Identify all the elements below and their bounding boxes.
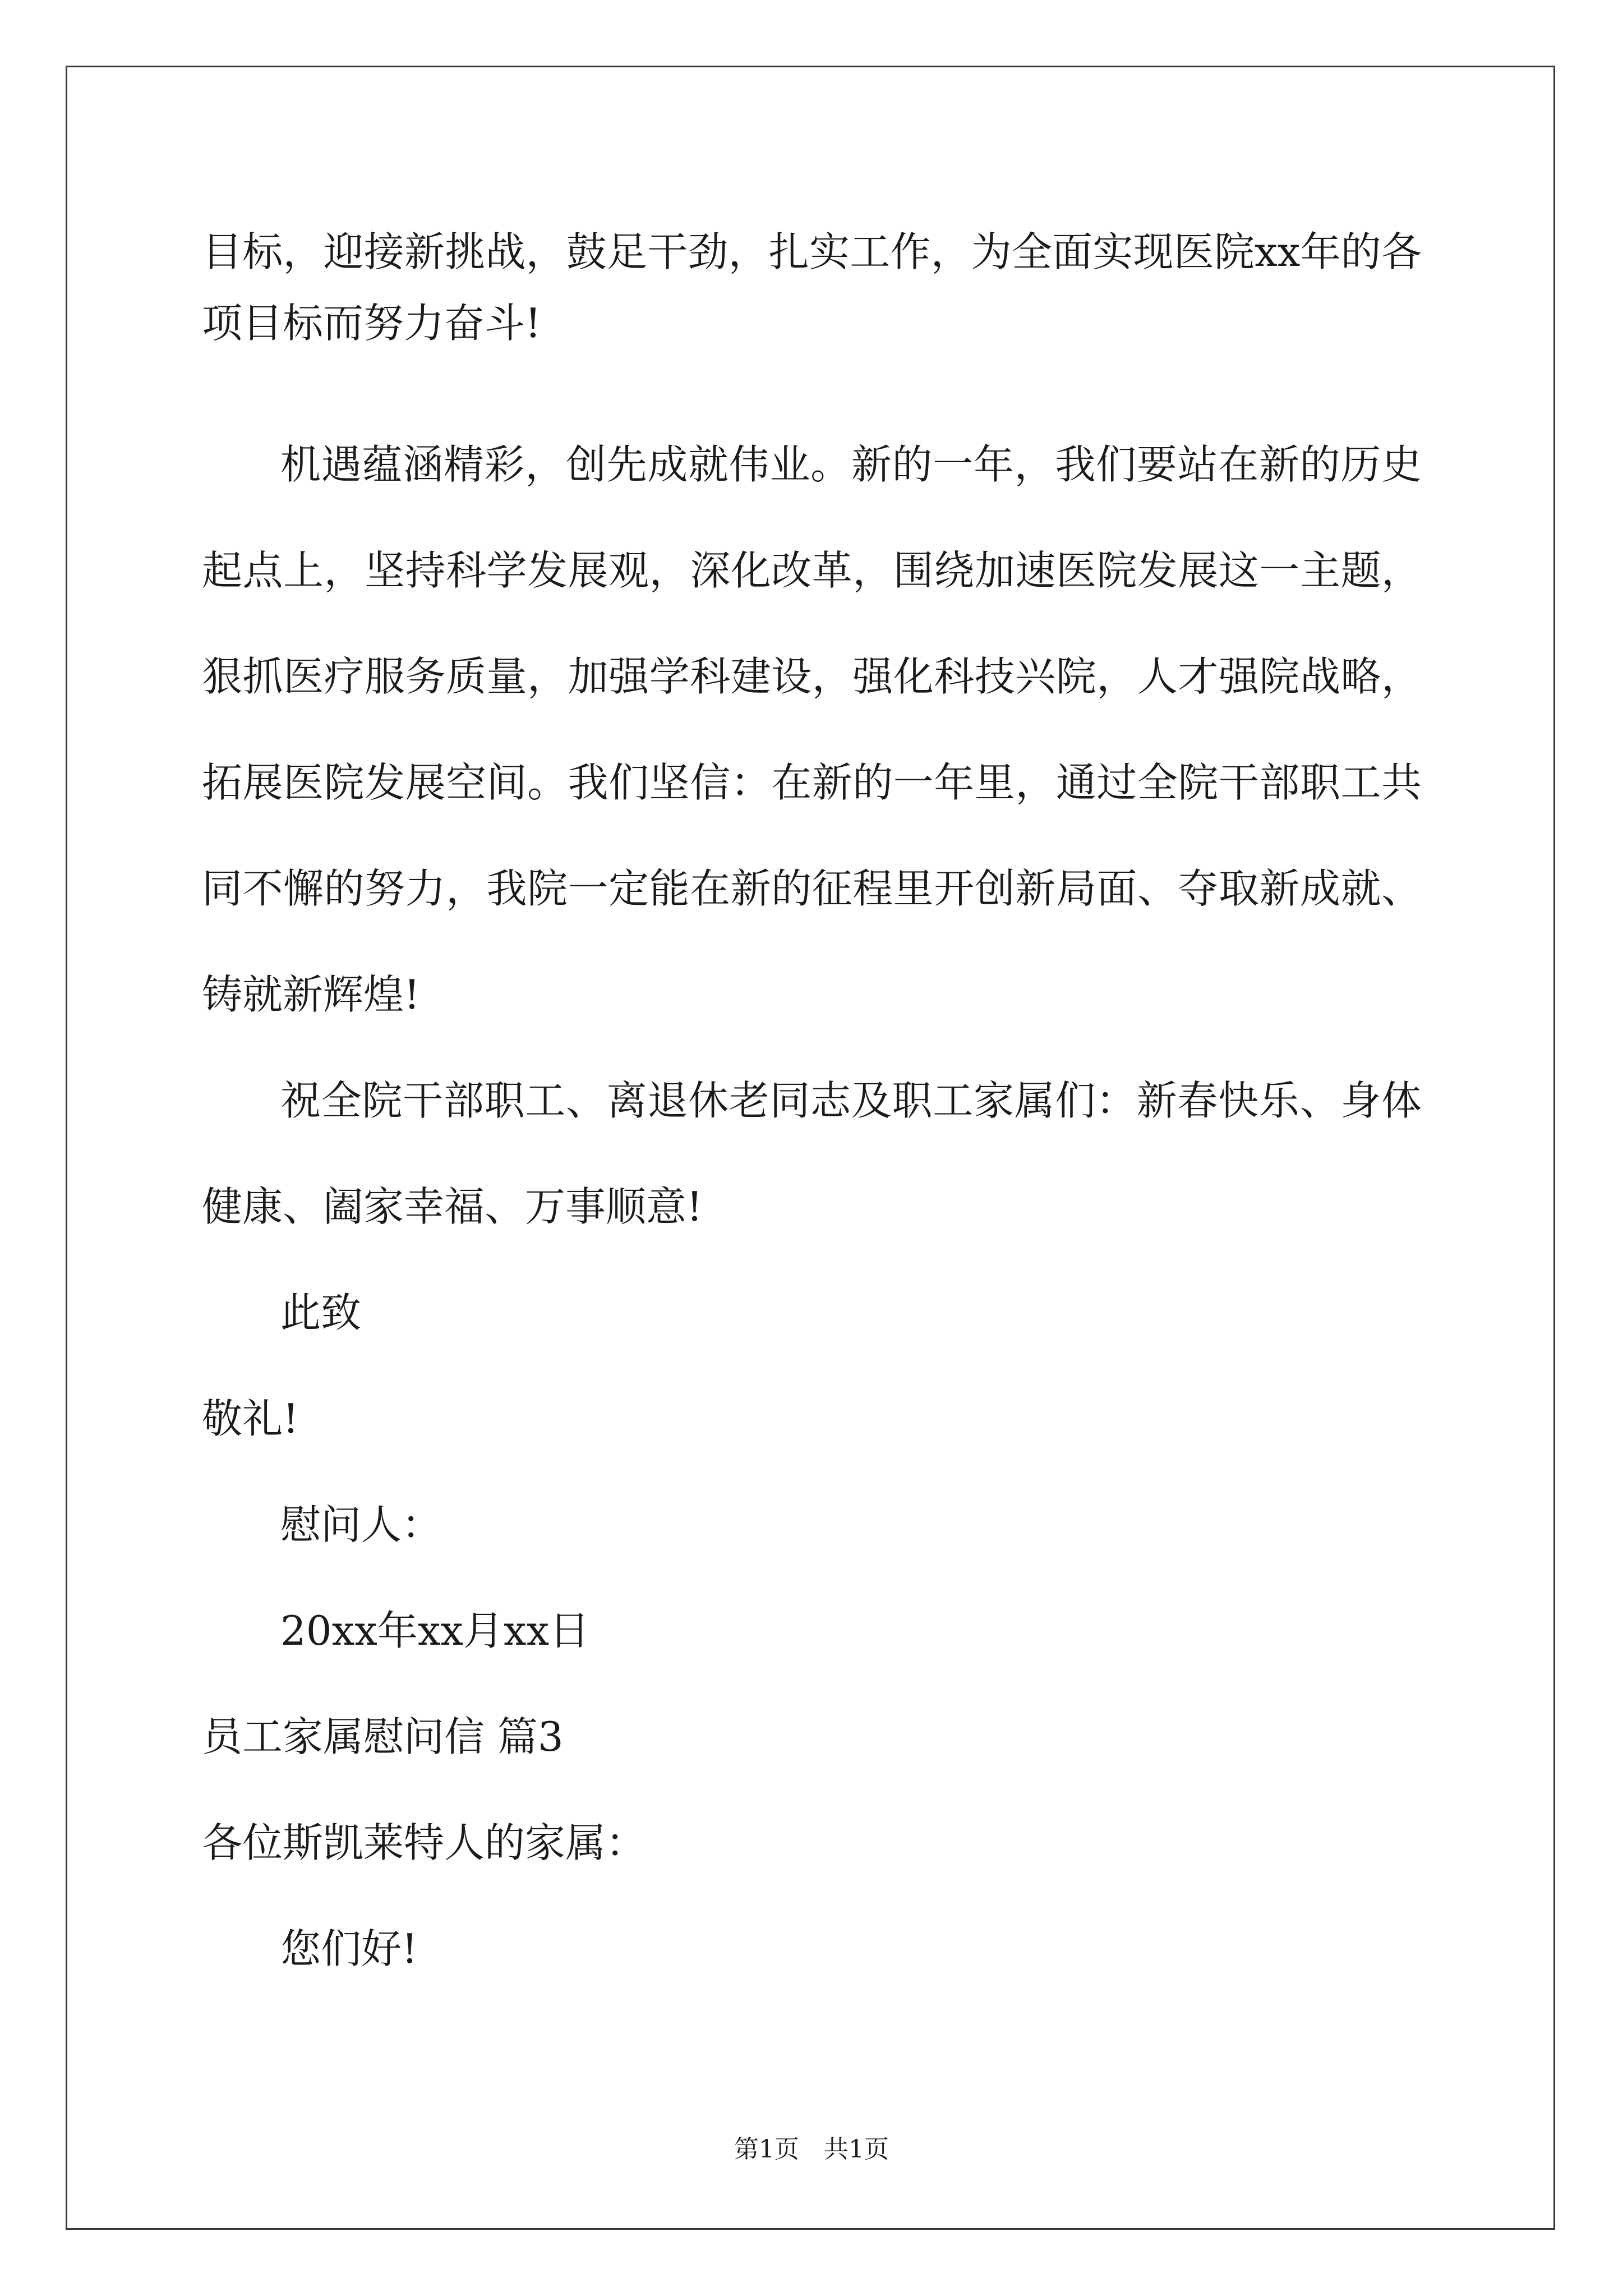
body-line-2: 项目标而努力奋斗!: [202, 300, 541, 347]
date-line: 20xx年xx月xx日: [280, 1607, 590, 1654]
body-line-6: 拓展医院发展空间。我们坚信：在新的一年里，通过全院干部职工共: [202, 759, 1422, 806]
section-title: 员工家属慰问信 篇3: [202, 1713, 564, 1760]
body-line-10: 健康、阖家幸福、万事顺意!: [202, 1183, 703, 1230]
greeting-recipients: 各位斯凯莱特人的家属：: [202, 1819, 647, 1866]
body-line-7: 同不懈的努力，我院一定能在新的征程里开创新局面、夺取新成就、: [202, 865, 1422, 912]
body-line-4: 起点上，坚持科学发展观，深化改革，围绕加速医院发展这一主题，: [202, 547, 1422, 594]
closing-regards: 敬礼!: [202, 1395, 299, 1442]
body-line-1: 目标，迎接新挑战，鼓足干劲，扎实工作，为全面实现医院xx年的各: [202, 228, 1422, 275]
page-footer: 第1页 共1页: [734, 2135, 889, 2164]
closing-salutation: 此致: [280, 1289, 362, 1336]
page-border: [66, 66, 1555, 2230]
body-line-3: 机遇蕴涵精彩，创先成就伟业。新的一年，我们要站在新的历史: [280, 441, 1422, 488]
signature-label: 慰问人：: [280, 1501, 442, 1548]
body-line-8: 铸就新辉煌!: [202, 971, 420, 1018]
body-line-9: 祝全院干部职工、离退休老同志及职工家属们：新春快乐、身体: [280, 1077, 1422, 1124]
greeting-hello: 您们好!: [280, 1925, 418, 1972]
body-line-5: 狠抓医疗服务质量，加强学科建设，强化科技兴院，人才强院战略，: [202, 653, 1422, 700]
